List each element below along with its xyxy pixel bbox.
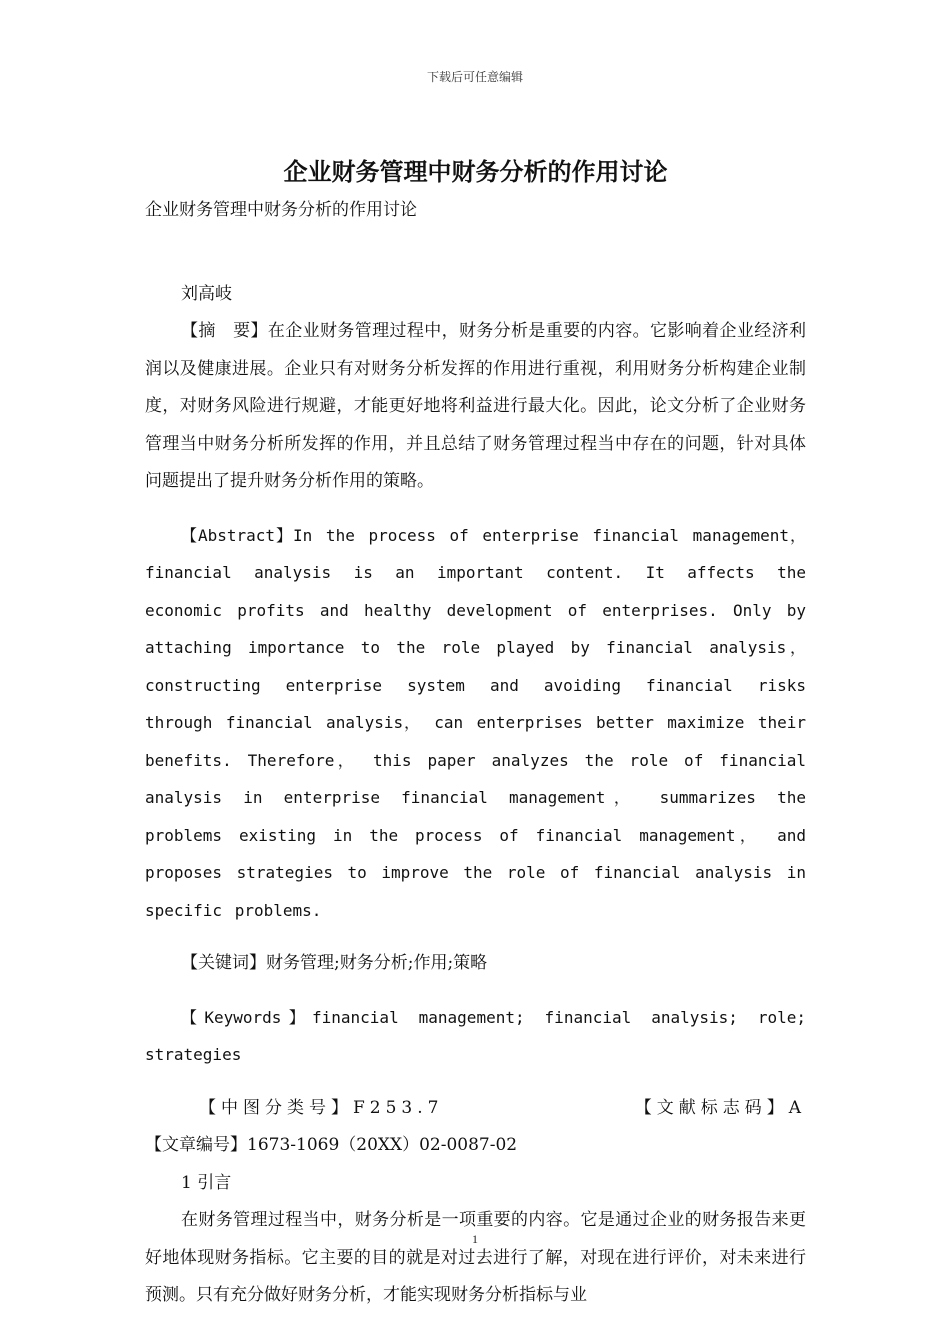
abstract-chinese: 【摘 要】在企业财务管理过程中，财务分析是重要的内容。它影响着企业经济利润以及健康进展。企业只有对财务分析发挥的作用进行重视，利用财务分析构建企业制度，对财务风险进行规避，才能更好地将利益进行最大化。因此，论文分析了企业财务管理当中财务分析所发挥的作用，并且总结了财务管理过程当中存在的问题，针对具体问题提出了提升财务分析作用的策略。 — [145, 321, 806, 491]
keywords-chinese: 【关键词】财务管理;财务分析;作用;策略 — [181, 953, 488, 973]
keywords-english: 【Keywords】financial management; financial analysis; role; strategies — [145, 1007, 806, 1064]
page-number: 1 — [472, 1232, 478, 1246]
page-header: 下载后可任意编辑 — [426, 70, 523, 84]
author-name: 刘高岐 — [181, 283, 232, 304]
clc-number: 【中图分类号】F253.7 — [199, 1097, 444, 1118]
document-title: 企业财务管理中财务分析的作用讨论 — [283, 158, 668, 186]
document-body — [145, 152, 806, 1315]
classification-row — [145, 1090, 806, 1128]
abstract-english: 【Abstract】In the process of enterprise financial management， financial analysis is an important content. It affects the economic profits and healthy development of enterprises. Only by attaching importance to the role played by financial analysis， constructing enterprise system and avoiding financial risks through financial analysis， can enterprises better maximize their benefits. Therefore， this paper analyzes the role of financial analysis in enterprise financial management， summarizes the problems existing in the process of financial management， and proposes strategies to improve the role of financial analysis in specific problems. — [145, 525, 807, 920]
article-number: 【文章编号】1673-1069（20XX）02-0087-02 — [145, 1135, 518, 1155]
section-heading: 1 引言 — [181, 1172, 232, 1193]
document-code: 【文献标志码】A — [634, 1097, 806, 1118]
intro-paragraph: 在财务管理过程当中，财务分析是一项重要的内容。它是通过企业的财务报告来更好地体现财务指标。它主要的目的就是对过去进行了解，对现在进行评价，对未来进行预测。只有充分做好财务分析，才能实现财务分析指标与业 — [145, 1210, 806, 1305]
document-subtitle: 企业财务管理中财务分析的作用讨论 — [145, 200, 417, 220]
